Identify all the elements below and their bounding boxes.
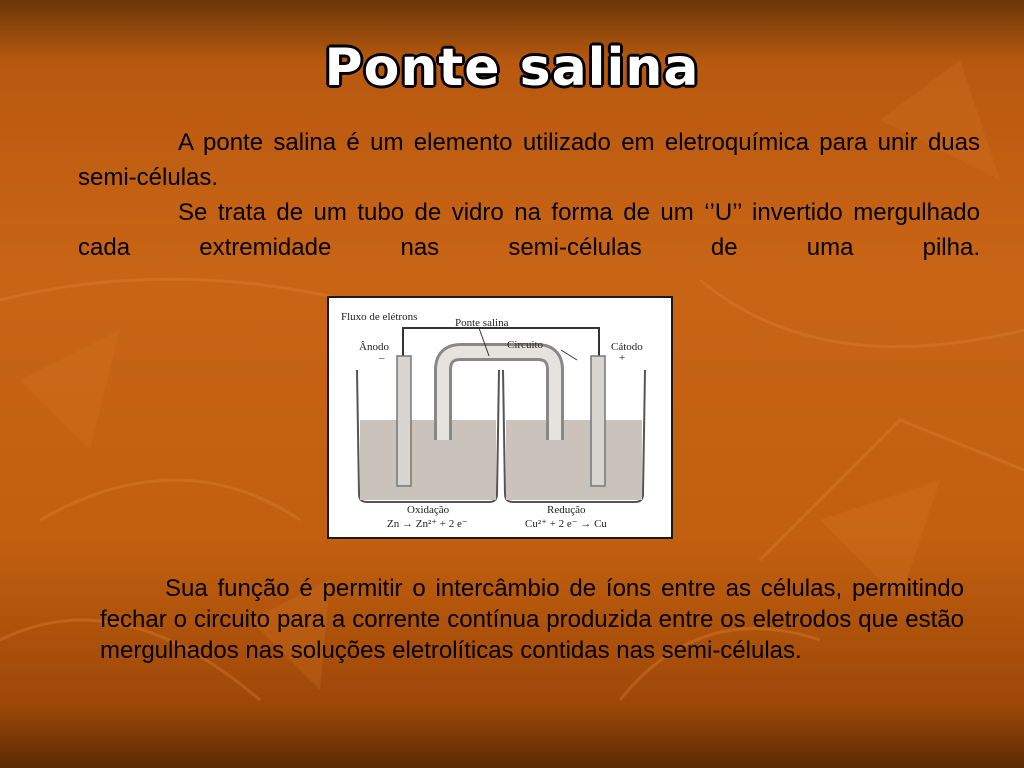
oxidation-equation: Zn → Zn²⁺ + 2 e⁻: [387, 518, 468, 530]
salt-bridge-label: Ponte salina: [455, 317, 509, 329]
cathode-sign: +: [619, 352, 626, 364]
anode-sign: –: [379, 352, 385, 364]
left-solution: [360, 420, 496, 500]
circuit-label: Circuito: [507, 339, 544, 351]
reduction-label: Redução: [547, 504, 586, 516]
oxidation-label: Oxidação: [407, 504, 450, 516]
intro-text: [78, 125, 980, 265]
function-text: Sua função é permitir o intercâmbio de íons entre as células, permitindo fechar o circuito para a corrente contínua produzida entre os eletrodos que estão mergulhados nas soluções eletrolíticas contidas nas semi-células.: [100, 575, 964, 664]
cathode-electrode: [591, 356, 605, 486]
salt-bridge-diagram: [327, 296, 673, 539]
anode-label: Ânodo: [359, 341, 389, 353]
intro-line-1: A ponte salina é um elemento utilizado em eletroquímica para unir duas semi-células.: [78, 129, 980, 191]
slide-title: Ponte salina: [324, 38, 700, 98]
cathode-label: Cátodo: [611, 341, 643, 353]
right-solution: [506, 420, 642, 500]
electron-flow-label: Fluxo de elétrons: [341, 311, 418, 323]
intro-line-2: Se trata de um tubo de vidro na forma de um ‘’U’’ invertido mergulhado cada extremidade nas semi-células de uma pilha.: [78, 199, 980, 261]
function-text-block: [100, 573, 964, 666]
reduction-equation: Cu²⁺ + 2 e⁻ → Cu: [525, 518, 607, 530]
anode-electrode: [397, 356, 411, 486]
